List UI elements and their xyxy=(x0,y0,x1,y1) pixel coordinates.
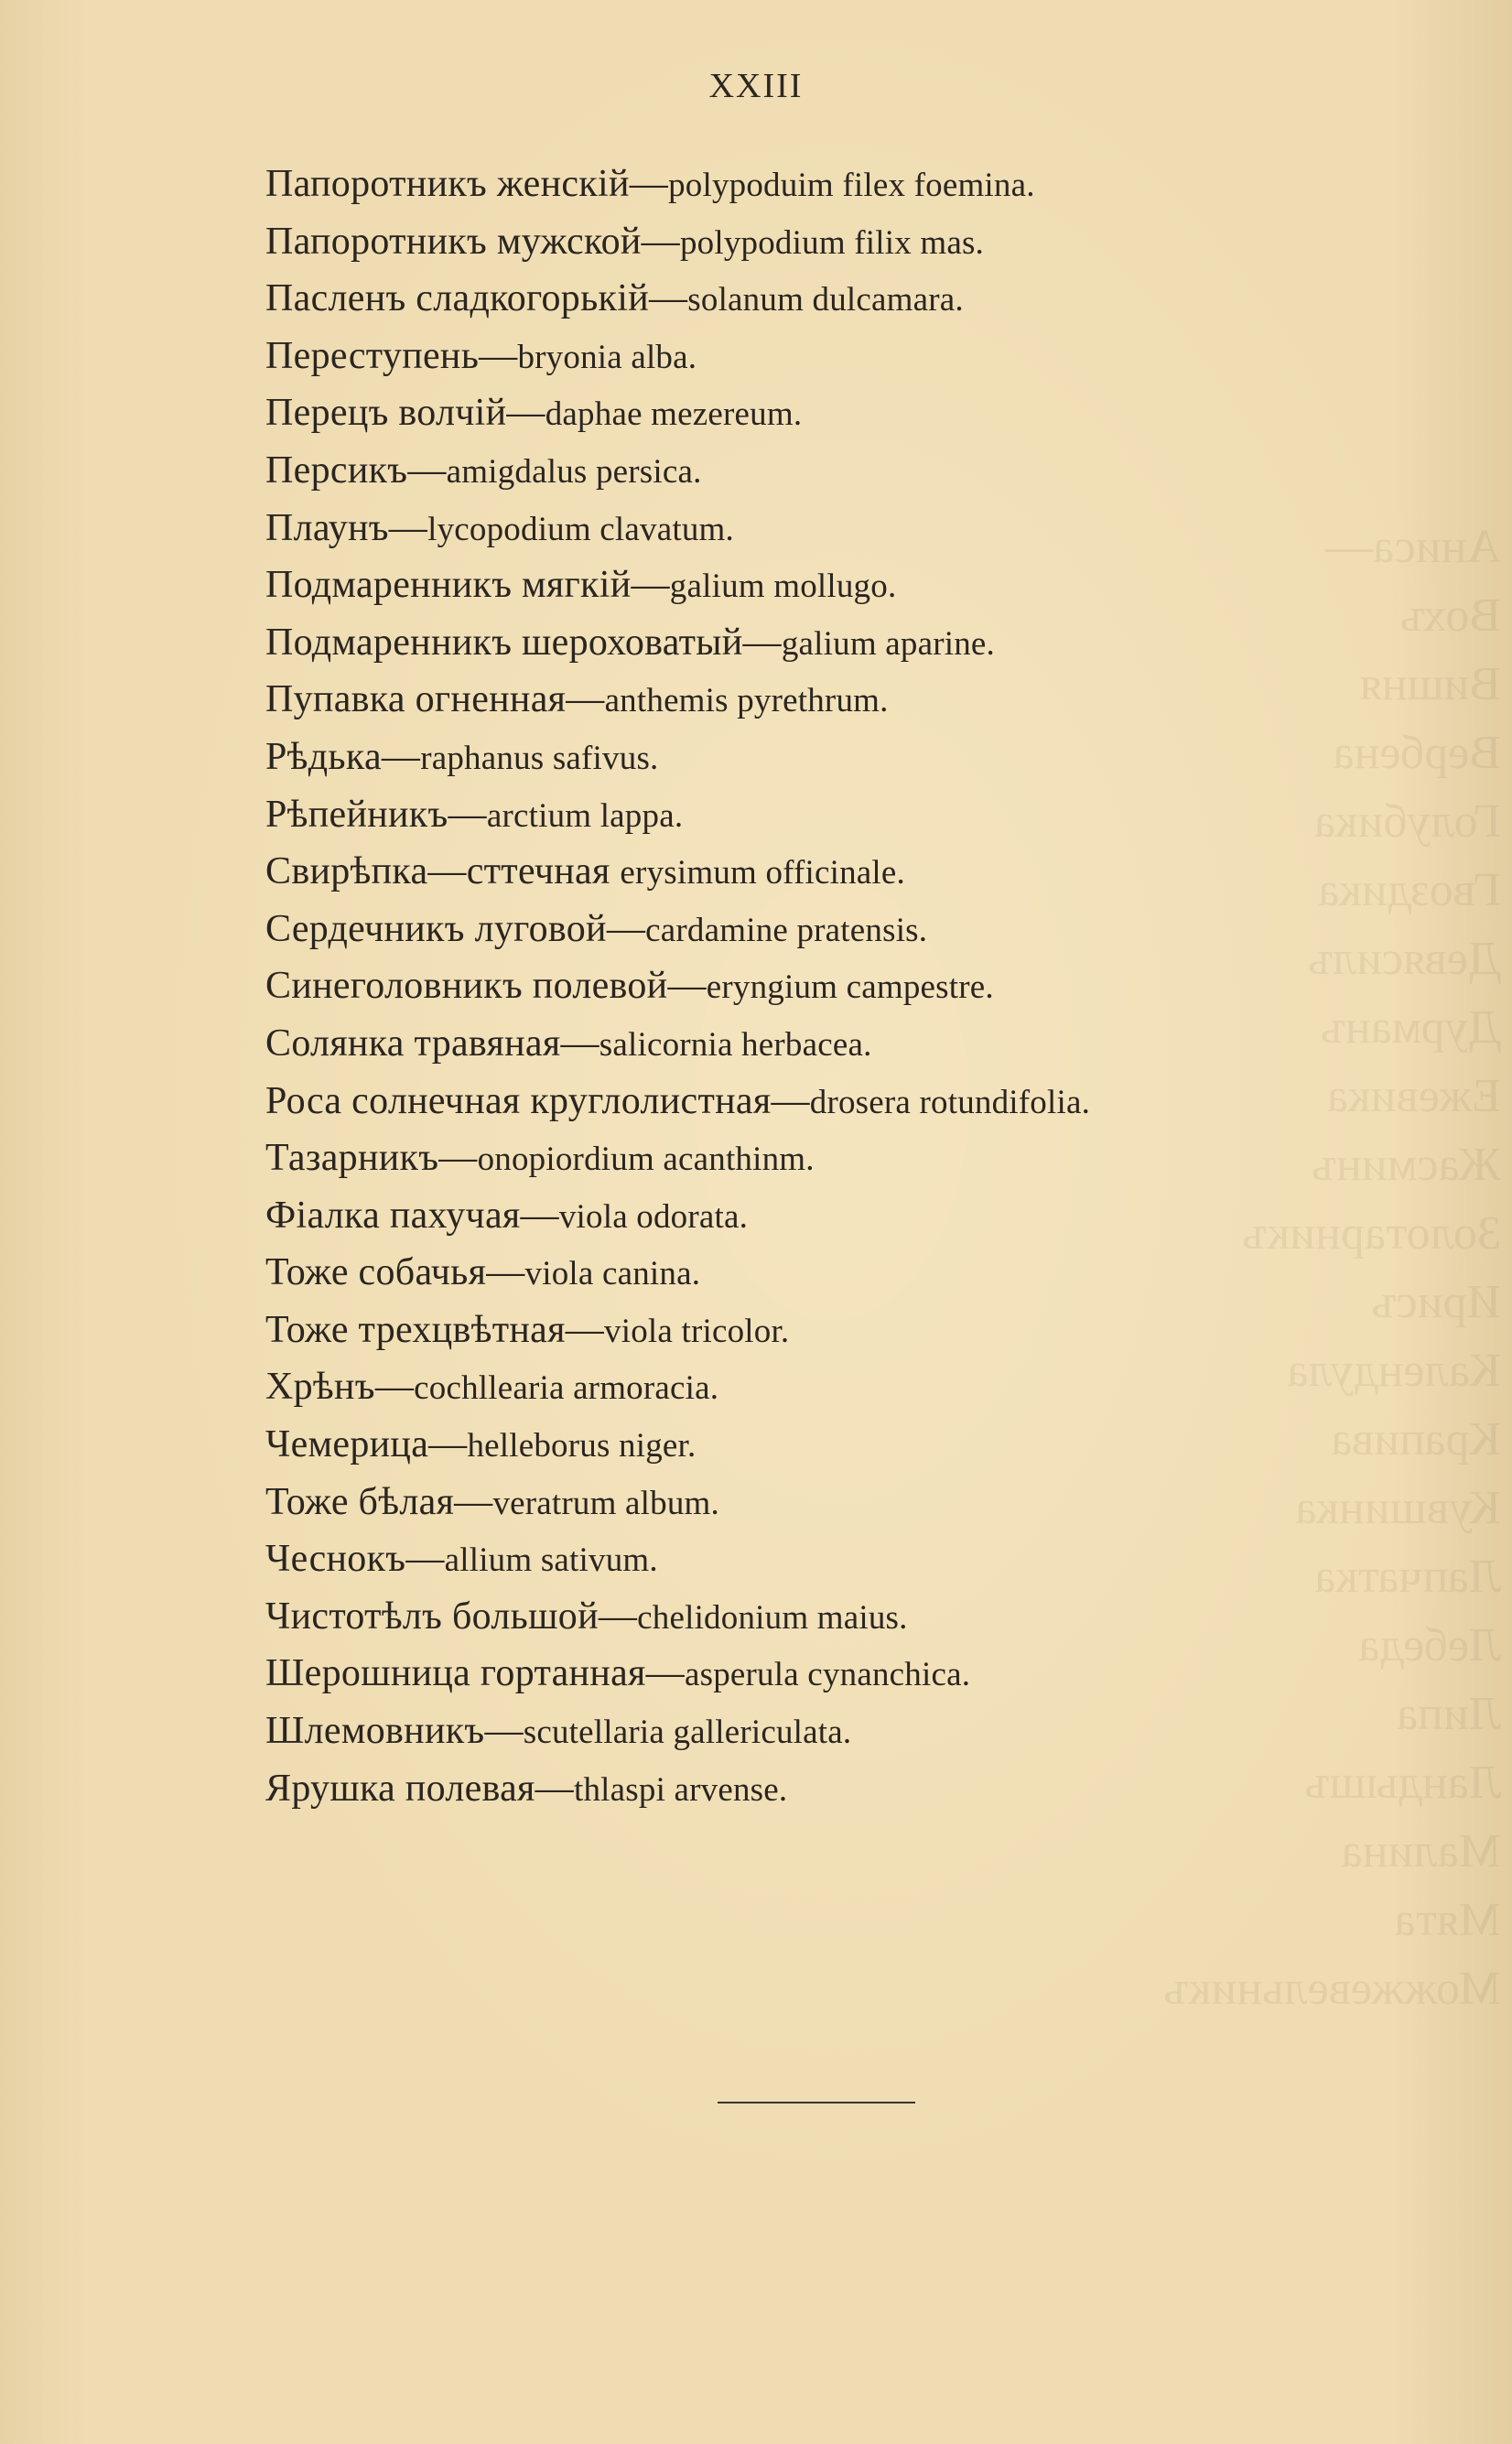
latin-plant-name: galium aparine. xyxy=(781,624,995,663)
latin-plant-name: allium sativum. xyxy=(444,1541,658,1580)
latin-plant-name: thlaspi arvense. xyxy=(573,1770,788,1809)
plant-entry xyxy=(265,1588,1090,1646)
russian-plant-name: Подмаренникъ шероховатый— xyxy=(265,621,782,664)
latin-plant-name: galium mollugo. xyxy=(669,568,897,606)
plant-entry xyxy=(265,1073,1090,1130)
latin-plant-name: bryonia alba. xyxy=(517,338,697,376)
latin-plant-name: helleborus niger. xyxy=(467,1427,697,1465)
russian-plant-name: Тоже собачья— xyxy=(265,1251,525,1294)
plant-entry xyxy=(265,843,1090,901)
russian-plant-name: Свирѣпка—сттечная xyxy=(265,850,621,893)
plant-entry xyxy=(265,786,1090,844)
russian-plant-name: Синеголовникъ полевой— xyxy=(265,965,707,1008)
russian-plant-name: Подмаренникъ мягкій— xyxy=(265,564,670,607)
russian-plant-name: Чеснокъ— xyxy=(265,1538,445,1581)
show-through-text: Аниса— Вохъ Вишня Вербена Голубика Гвоздика Девясилъ Дурманъ Ежевика Жасминъ Золотарникъ Ирисъ Календула Крапива Кувшинка Лапчатка Лебеда Липа Ландышъ Малина Мята Можжевельникъ xyxy=(1163,521,1501,2015)
russian-plant-name: Перецъ волчій— xyxy=(265,392,545,435)
plant-entry xyxy=(265,270,1090,328)
latin-plant-name: amigdalus persica. xyxy=(446,452,702,491)
russian-plant-name: Сердечникъ луговой— xyxy=(265,907,646,950)
latin-plant-name: asperula cynanchica. xyxy=(684,1656,971,1694)
plant-entry xyxy=(265,1302,1090,1359)
plant-entry xyxy=(265,500,1090,557)
russian-plant-name: Тоже бѣлая— xyxy=(265,1480,493,1523)
plant-name-list xyxy=(265,156,1090,1817)
russian-plant-name: Пупавка огненная— xyxy=(265,678,605,721)
latin-plant-name: chelidonium maius. xyxy=(637,1598,908,1637)
plant-entry xyxy=(265,156,1090,213)
plant-entry xyxy=(265,614,1090,672)
plant-entry xyxy=(265,1645,1090,1703)
russian-plant-name: Рѣдька— xyxy=(265,735,421,778)
plant-entry xyxy=(265,1015,1090,1073)
plant-entry xyxy=(265,1244,1090,1302)
latin-plant-name: lycopodium clavatum. xyxy=(427,510,734,548)
latin-plant-name: arctium lappa. xyxy=(486,796,684,835)
plant-entry xyxy=(265,1416,1090,1474)
russian-plant-name: Фіалка пахучая— xyxy=(265,1194,559,1237)
plant-entry xyxy=(265,1474,1090,1531)
latin-plant-name: cochllearia armoracia. xyxy=(414,1369,719,1408)
russian-plant-name: Переступень— xyxy=(265,334,518,377)
russian-plant-name: Тоже трехцвѣтная— xyxy=(265,1308,605,1351)
plant-entry xyxy=(265,213,1090,271)
plant-entry xyxy=(265,729,1090,786)
latin-plant-name: viola odorata. xyxy=(558,1197,749,1236)
plant-entry xyxy=(265,671,1090,729)
russian-plant-name: Персикъ— xyxy=(265,449,447,492)
russian-plant-name: Шерошница гортанная— xyxy=(265,1652,685,1695)
plant-entry xyxy=(265,1187,1090,1245)
latin-plant-name: cardamine pratensis. xyxy=(645,911,928,949)
page-number: XXIII xyxy=(708,67,804,105)
russian-plant-name: Шлемовникъ— xyxy=(265,1710,524,1753)
latin-plant-name: anthemis pyrethrum. xyxy=(604,682,889,720)
plant-entry xyxy=(265,1760,1090,1818)
latin-plant-name: scutellaria gallericulata. xyxy=(523,1714,852,1752)
latin-plant-name: polypodium filix mas. xyxy=(679,223,985,262)
russian-plant-name: Хрѣнъ— xyxy=(265,1366,415,1409)
latin-plant-name: salicornia herbacea. xyxy=(599,1025,872,1064)
latin-plant-name: raphanus safivus. xyxy=(420,739,659,777)
latin-plant-name: viola canina. xyxy=(524,1255,701,1293)
russian-plant-name: Папоротникъ мужской— xyxy=(265,220,680,263)
russian-plant-name: Папоротникъ женскій— xyxy=(265,163,669,205)
latin-plant-name: polypoduim filex foemina. xyxy=(668,167,1035,204)
plant-entry xyxy=(265,557,1090,614)
latin-plant-name: veratrum album. xyxy=(492,1484,719,1522)
russian-plant-name: Чемерица— xyxy=(265,1423,468,1466)
plant-entry xyxy=(265,1130,1090,1187)
russian-plant-name: Тазарникъ— xyxy=(265,1137,478,1180)
plant-entry xyxy=(265,384,1090,442)
plant-entry xyxy=(265,442,1090,500)
russian-plant-name: Пасленъ сладкогорькій— xyxy=(265,277,688,320)
russian-plant-name: Роса солнечная круглолистная— xyxy=(265,1079,810,1122)
russian-plant-name: Рѣпейникъ— xyxy=(265,793,487,836)
russian-plant-name: Ярушка полевая— xyxy=(265,1767,574,1810)
plant-entry xyxy=(265,1530,1090,1588)
latin-plant-name: eryngium campestre. xyxy=(706,968,994,1007)
latin-plant-name: solanum dulcamara. xyxy=(687,281,964,319)
latin-plant-name: daphae mezereum. xyxy=(545,395,803,434)
russian-plant-name: Чистотѣлъ большой— xyxy=(265,1595,638,1638)
plant-entry xyxy=(265,901,1090,958)
russian-plant-name: Плаунъ— xyxy=(265,506,428,549)
latin-plant-name: onopiordium acanthinm. xyxy=(477,1141,815,1179)
latin-plant-name: erysimum officinale. xyxy=(620,854,905,892)
plant-entry xyxy=(265,1358,1090,1416)
plant-entry xyxy=(265,957,1090,1015)
plant-entry xyxy=(265,328,1090,385)
latin-plant-name: viola tricolor. xyxy=(604,1312,790,1350)
latin-plant-name: drosera rotundifolia. xyxy=(809,1083,1091,1121)
russian-plant-name: Солянка травяная— xyxy=(265,1022,599,1065)
end-rule xyxy=(718,2102,915,2103)
plant-entry xyxy=(265,1703,1090,1760)
